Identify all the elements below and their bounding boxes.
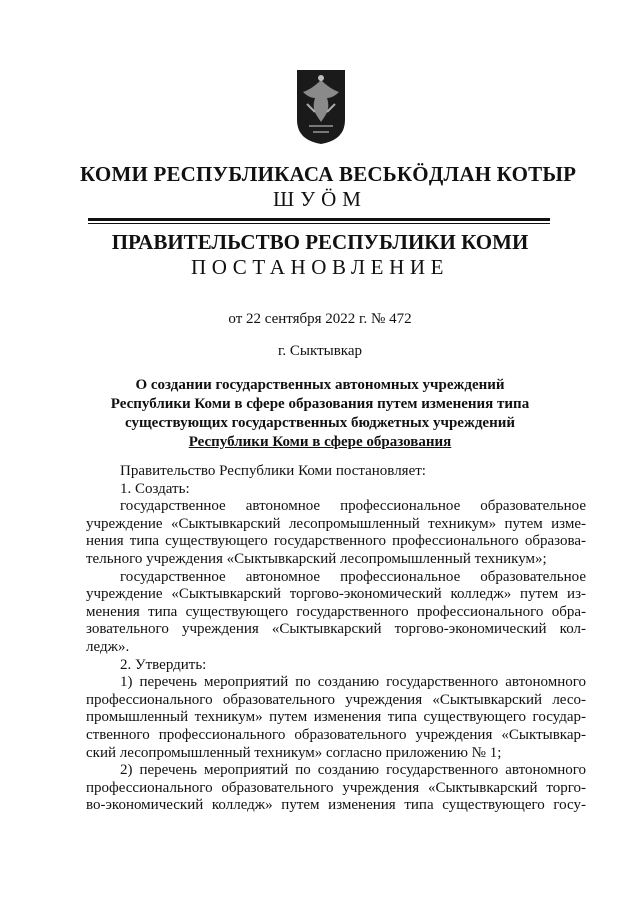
document-title xyxy=(80,376,560,452)
title-line: О создании государственных автономных учреждений xyxy=(135,377,505,393)
body-line: учреждение «Сыктывкарский лесопромышленный техникум» путем изме- xyxy=(86,515,586,532)
body-line: 1. Создать: xyxy=(120,480,190,497)
body-line: нения типа существующего государственного профессионального образова- xyxy=(86,533,586,550)
body-line: во-экономический колледж» путем изменения типа существующего госу- xyxy=(86,797,586,814)
body-line: ственного профессионального образовательного учреждения «Сыктывкар- xyxy=(86,726,586,743)
body-line: 1) перечень мероприятий по созданию государственного автономного xyxy=(120,674,586,691)
title-line: Республики Коми в сфере образования путем изменения типа xyxy=(110,396,530,412)
body-line: ский лесопромышленный техникум» согласно приложению № 1; xyxy=(86,744,502,761)
header-government-title: ПРАВИТЕЛЬСТВО РЕСПУБЛИКИ КОМИ xyxy=(111,230,529,254)
body-line: 2) перечень мероприятий по созданию государственного автономного xyxy=(120,762,586,779)
body-line: учреждение «Сыктывкарский торгово-экономический колледж» путем из- xyxy=(86,586,586,603)
body-line: ледж». xyxy=(86,638,130,655)
body-line: государственное автономное профессиональное образовательное xyxy=(120,498,586,515)
body-line: тельного учреждения «Сыктывкарский лесопромышленный техникум»; xyxy=(86,550,547,567)
divider-thin xyxy=(88,223,550,224)
title-line: существующих государственных бюджетных учреждений xyxy=(124,415,516,431)
header-document-type: ПОСТАНОВЛЕНИЕ xyxy=(190,255,450,279)
body-line: промышленный техникум» путем изменения типа существующего государ- xyxy=(86,709,586,726)
coat-of-arms-icon xyxy=(295,68,347,146)
divider-thick xyxy=(88,218,550,221)
title-line: Республики Коми в сфере образования xyxy=(188,434,452,450)
body-line: профессионального образовательного учреждения «Сыктывкарский лесо- xyxy=(86,691,586,708)
header-komi-subtitle: ШУӦМ xyxy=(273,187,367,211)
document-body xyxy=(86,463,586,815)
body-line: профессионального образовательного учреждения «Сыктывкарский торго- xyxy=(86,779,586,796)
document-date: от 22 сентября 2022 г. № 472 xyxy=(228,311,412,327)
body-line: менения типа существующего государственного профессионального обра- xyxy=(86,603,586,620)
body-line: 2. Утвердить: xyxy=(120,656,207,673)
body-line: Правительство Республики Коми постановляет: xyxy=(120,463,426,479)
body-line: государственное автономное профессиональное образовательное xyxy=(120,568,586,585)
body-line: зовательного учреждения «Сыктывкарский торгово-экономический кол- xyxy=(86,621,586,638)
document-city: г. Сыктывкар xyxy=(277,343,363,359)
header-komi-title: КОМИ РЕСПУБЛИКАСА ВЕСЬКӦДЛАН КОТЫР xyxy=(80,162,577,186)
